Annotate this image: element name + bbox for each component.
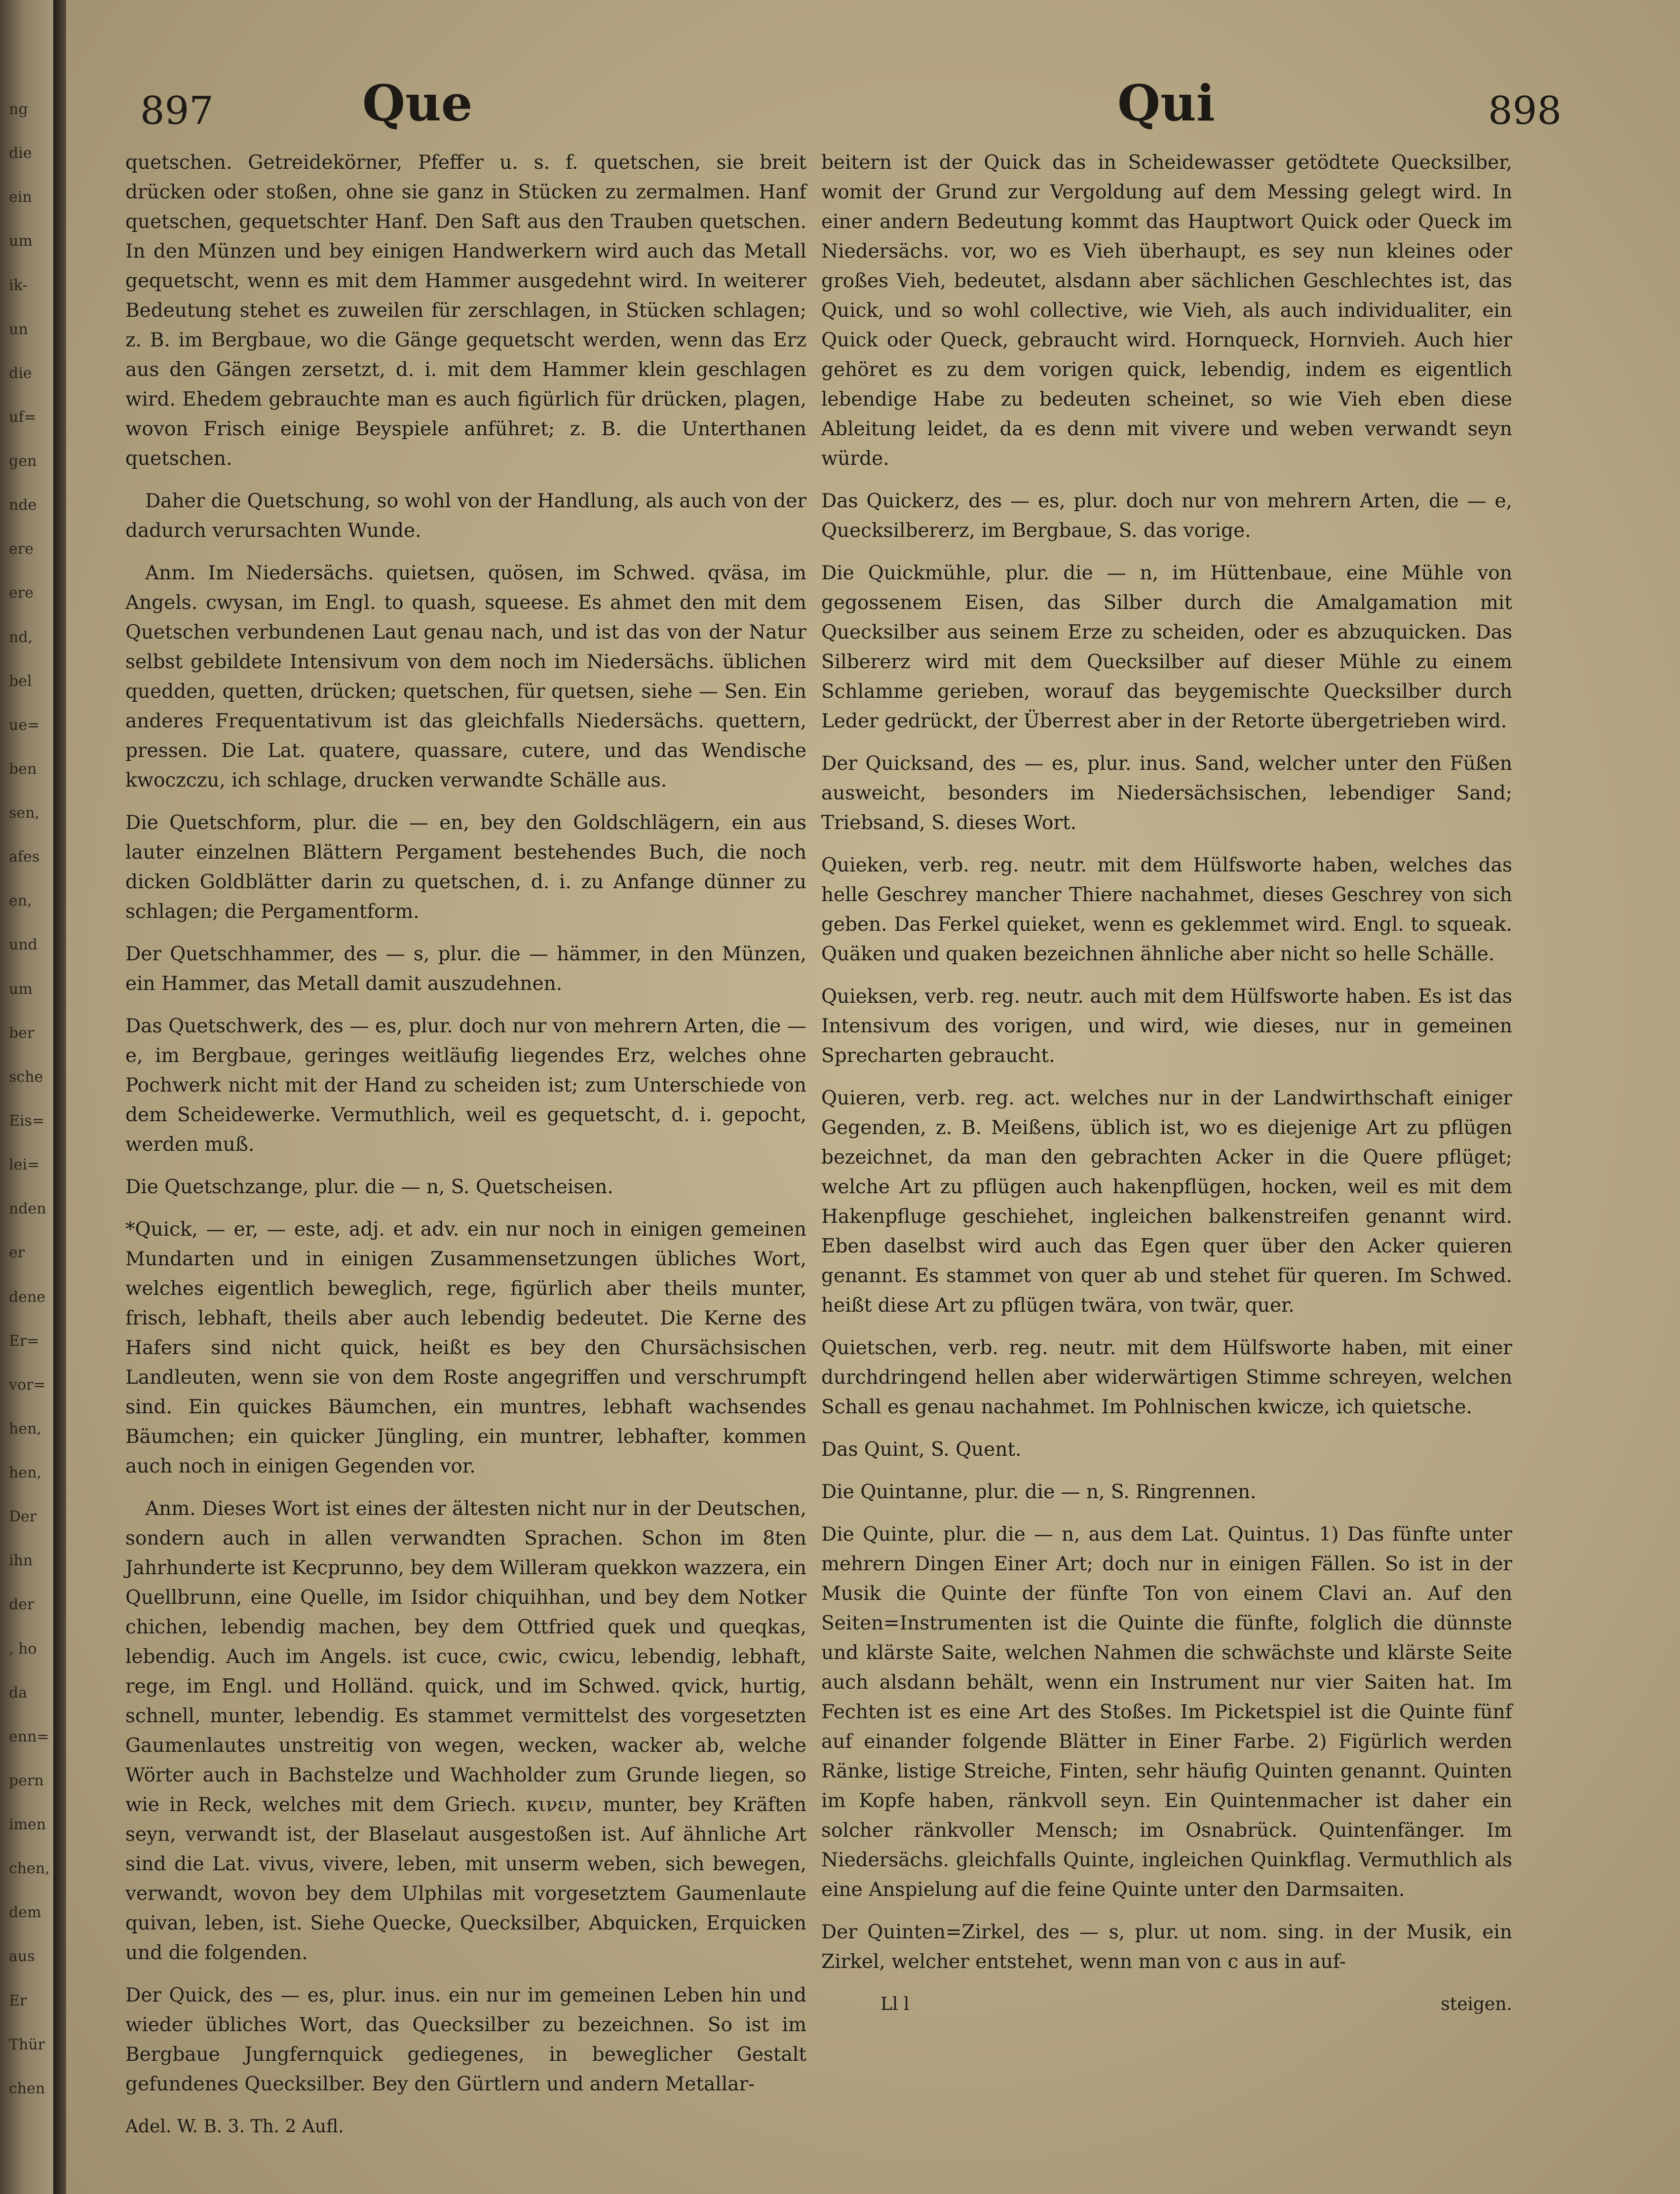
previous-page-fragment: ber (9, 1024, 35, 1042)
entry-paragraph: Der Quetschhammer, des — s, plur. die — hämmer, in den Münzen, ein Hammer, das Metall damit auszudehnen. (125, 943, 806, 995)
entry-paragraph: Das Quint, S. Quent. (821, 1438, 1022, 1461)
right-column (821, 148, 1512, 2019)
previous-page-fragment: pern (9, 1772, 44, 1789)
previous-page-fragment: um (9, 232, 33, 250)
entry-paragraph: quetschen. Getreidekörner, Pfeffer u. s. f. quetschen, sie breit drücken oder stoßen, ohne sie ganz in Stücken zu zermalmen. Hanf quetschen, gequetschter Hanf. Den Saft aus den Trauben quetschen. In den Münzen und bey einigen Handwerkern wird auch das Metall gequetscht, wenn es mit dem Hammer ausgedehnt wird. In weiterer Bedeutung stehet es zuweilen für zerschlagen, in Stücken schlagen; z. B. im Bergbaue, wo die Gänge gequetscht werden, wenn das Erz aus den Gängen zersetzt, d. i. mit dem Hammer klein geschlagen wird. Ehedem gebrauchte man es auch figürlich für drücken, plagen, wovon Frisch einige Beyspiele anführet; z. B. die Unterthanen quetschen. (125, 151, 806, 470)
previous-page-edge (0, 0, 54, 2194)
previous-page-fragment: Er (9, 1992, 27, 2009)
previous-page-fragment: chen, (9, 1860, 50, 1878)
entry-paragraph: Die Quickmühle, plur. die — n, im Hüttenbaue, eine Mühle von gegossenem Eisen, das Silber durch die Amalgamation mit Quecksilber aus seinem Erze zu scheiden, oder es abzuquicken. Das Silbererz wird mit dem Quecksilber auf dieser Mühle zu einem Schlamme gerieben, worauf das beygemischte Quecksilber durch Leder gedrückt, der Überrest aber in der Retorte übergetrieben wird. (821, 562, 1512, 732)
signature-text: Adel. W. B. 3. Th. 2 Aufl. (125, 2117, 344, 2137)
right-catchword-header: Qui (1117, 74, 1215, 132)
entry-paragraph: Quieksen, verb. reg. neutr. auch mit dem Hülfsworte haben. Es ist das Intensivum des vorigen, und wird, wie dieses, nur in gemeinen Sprecharten gebraucht. (821, 985, 1512, 1067)
previous-page-fragment: aus (9, 1948, 35, 1966)
catchword: steigen. (1441, 1994, 1512, 2014)
previous-page-fragment: er (9, 1244, 25, 1262)
previous-page-fragment: sche (9, 1068, 43, 1086)
previous-page-fragment: ein (9, 189, 32, 206)
previous-page-fragment: Er= (9, 1332, 39, 1350)
previous-page-fragment: ik- (9, 276, 28, 294)
previous-page-fragment: ere (9, 584, 34, 602)
previous-page-fragment: afes (9, 848, 40, 866)
previous-page-fragment: die (9, 145, 32, 162)
previous-page-fragment: vor= (9, 1376, 46, 1394)
previous-page-fragment: der (9, 1596, 35, 1614)
previous-page-fragment: nd, (9, 628, 33, 646)
previous-page-fragment: um (9, 980, 33, 998)
right-signature-line (821, 1990, 1512, 2019)
previous-page-fragment: nde (9, 496, 37, 514)
entry-paragraph: Die Quinte, plur. die — n, aus dem Lat. Quintus. 1) Das fünfte unter mehrern Dingen Einer Art; doch nur in einigen Fällen. So ist in der Musik die Quinte der fünfte Ton von einem Clavi an. Auf den Seiten=Instrumenten ist die Quinte die fünfte, folglich die dünnste und klärste Saite, welchen Nahmen die schwächste und klärste Seite auch alsdann behält, wenn ein Instrument nur vier Saiten hat. Im Fechten ist es eine Art des Stoßes. Im Picketspiel ist die Quinte fünf auf einander folgende Blätter in Einer Farbe. 2) Figürlich werden Ränke, listige Streiche, Finten, sehr häufig Quinten genannt. Quinten im Kopfe haben, ränkvoll seyn. Ein Quintenmacher ist daher ein solcher ränkvoller Mensch; im Osnabrück. Quintenfänger. Im Niedersächs. gleichfalls Quinte, ingleichen Quinkflag. Vermuthlich als eine Anspielung auf die feine Quinte unter den Darmsaiten. (821, 1523, 1512, 1901)
previous-page-fragment: und (9, 936, 38, 954)
entry-paragraph: Der Quicksand, des — es, plur. inus. Sand, welcher unter den Füßen ausweicht, besonders im Niedersächsischen, lebendiger Sand; Triebsand, S. dieses Wort. (821, 753, 1512, 834)
entry-paragraph: Quietschen, verb. reg. neutr. mit dem Hülfsworte haben, mit einer durchdringend hellen aber widerwärtigen Stimme schreyen, welchen Schall es genau nachahmet. Im Pohlnischen kwicze, ich quietsche. (821, 1337, 1512, 1418)
book-page (66, 0, 1680, 2194)
entry-paragraph: Das Quetschwerk, des — es, plur. doch nur von mehrern Arten, die — e, im Bergbaue, geringes weitläufig liegendes Erz, welches ohne Pochwerk nicht mit der Hand zu scheiden ist; zum Unterschiede von dem Scheidewerke. Vermuthlich, weil es gequetscht, d. i. gepocht, werden muß. (125, 1015, 806, 1156)
left-column (125, 148, 806, 2142)
left-signature-line (125, 2112, 806, 2142)
previous-page-fragment: die (9, 364, 32, 382)
entry-paragraph: Der Quick, des — es, plur. inus. ein nur im gemeinen Leben hin und wieder übliches Wort, das Quecksilber zu bezeichnen. So ist im Bergbaue Jungfernquick gediegenes, in beweglicher Gestalt gefundenes Quecksilber. Bey den Gürtlern und andern Metallar- (125, 1984, 806, 2095)
previous-page-fragment: bel (9, 672, 32, 690)
left-catchword-header: Que (362, 74, 473, 132)
previous-page-fragment: da (9, 1684, 28, 1702)
entry-paragraph: Das Quickerz, des — es, plur. doch nur von mehrern Arten, die — e, Quecksilbererz, im Bergbaue, S. das vorige. (821, 490, 1512, 542)
book-spine (53, 0, 66, 2194)
previous-page-fragment: nden (9, 1200, 46, 1218)
previous-page-fragment: ere (9, 540, 34, 558)
entry-paragraph: Die Quetschzange, plur. die — n, S. Quetscheisen. (125, 1176, 613, 1198)
previous-page-fragment: hen, (9, 1420, 41, 1437)
previous-page-fragment: hen, (9, 1464, 41, 1482)
entry-paragraph: Quieken, verb. reg. neutr. mit dem Hülfsworte haben, welches das helle Geschrey mancher Thiere nachahmet, dieses Geschrey von sich geben. Das Ferkel quieket, wenn es geklemmet wird. Engl. to squeak. Quäken und quaken bezeichnen ähnliche aber nicht so helle Schälle. (821, 854, 1512, 965)
entry-paragraph: Die Quintanne, plur. die — n, S. Ringrennen. (821, 1481, 1257, 1503)
previous-page-fragment: dem (9, 1904, 41, 1922)
entry-paragraph: Anm. Dieses Wort ist eines der ältesten nicht nur in der Deutschen, sondern auch in allen verwandten Sprachen. Schon im 8ten Jahrhunderte ist Kecprunno, bey dem Willeram quekkon wazzera, ein Quellbrunn, eine Quelle, im Isidor chiquihhan, und bey dem Notker chichen, lebendig machen, bey dem Ottfried quek und queqkas, lebendig. Auch im Angels. ist cuce, cwic, cwicu, lebendig, lebhaft, rege, im Engl. und Holländ. quick, und im Schwed. qvick, hurtig, schnell, munter, lebendig. Es stammet vermittelst des vorgesetzten Gaumenlautes unstreitig von wegen, wecken, wacker ab, welche Wörter auch in Bachstelze und Wachholder zum Grunde liegen, so wie in Reck, welches mit dem Griech. κινειν, munter, bey Kräften seyn, verwandt ist, der Blaselaut ausgestoßen ist. Auf ähnliche Art sind die Lat. vivus, vivere, leben, mit unserm weben, sich bewegen, verwandt, wovon bey dem Ulphilas mit vorgesetztem Gaumenlaute quivan, leben, ist. Siehe Quecke, Quecksilber, Abquicken, Erquicken und die folgenden. (125, 1498, 806, 1964)
entry-paragraph: Der Quinten=Zirkel, des — s, plur. ut nom. sing. in der Musik, ein Zirkel, welcher entstehet, wenn man von c aus in auf- (821, 1921, 1512, 1973)
entry-paragraph: beitern ist der Quick das in Scheidewasser getödtete Quecksilber, womit der Grund zur Vergoldung auf dem Messing gelegt wird. In einer andern Bedeutung kommt das Hauptwort Quick oder Queck im Niedersächs. vor, wo es Vieh überhaupt, es sey nun kleines oder großes Vieh, bedeutet, alsdann aber sächlichen Geschlechtes ist, das Quick, und so wohl collective, wie Vieh, als auch individualiter, ein Quick oder Queck, gebraucht wird. Hornqueck, Hornvieh. Auch hier gehöret es zu dem vorigen quick, lebendig, indem es eigentlich lebendige Habe zu bedeuten scheinet, so wie Vieh eben diese Ableitung leidet, da es denn mit vivere und weben verwandt seyn würde. (821, 151, 1512, 470)
previous-page-fragment: chen (9, 2080, 45, 2097)
right-page-number: 898 (1488, 89, 1562, 133)
previous-page-fragment: en, (9, 892, 32, 910)
entry-paragraph: Quieren, verb. reg. act. welches nur in der Landwirthschaft einiger Gegenden, z. B. Meißens, üblich ist, wo es diejenige Art zu pflügen bezeichnet, da man den gebrachten Acker in die Quere pflüget; welche Art zu pflügen auch hakenpflügen, hocken, weil es mit dem Hakenpfluge geschiehet, ingleichen balkenstreifen genannt wird. Eben daselbst wird auch das Egen quer über den Acker quieren genannt. Es stammet von quer ab und stehet für queren. Im Schwed. heißt diese Art zu pflügen twära, von twär, quer. (821, 1087, 1512, 1317)
previous-page-fragment: , ho (9, 1640, 37, 1658)
entry-paragraph: Die Quetschform, plur. die — en, bey den Goldschlägern, ein aus lauter einzelnen Blättern Pergament bestehendes Buch, die noch dicken Goldblätter darin zu quetschen, d. i. zu Anfange dünner zu schlagen; die Pergamentform. (125, 812, 806, 923)
entry-paragraph: Anm. Im Niedersächs. quietsen, quösen, im Schwed. qväsa, im Angels. cwysan, im Engl. to quash, squeese. Es ahmet den mit dem Quetschen verbundenen Laut genau nach, und ist das von der Natur selbst gebildete Intensivum von dem noch im Niedersächs. üblichen quedden, quetten, drücken; quetschen, für quetsen, siehe — Sen. Ein anderes Frequentativum ist das gleichfalls Niedersächs. quettern, pressen. Die Lat. quatere, quassare, cutere, und das Wendische kwoczczu, ich schlage, drucken verwandte Schälle aus. (125, 562, 806, 792)
previous-page-fragment: imen (9, 1816, 46, 1834)
previous-page-fragment: enn= (9, 1728, 49, 1745)
previous-page-fragment: ng (9, 101, 28, 118)
previous-page-fragment: Eis= (9, 1112, 45, 1130)
left-page-number: 897 (140, 89, 214, 133)
previous-page-fragment: gen (9, 453, 37, 470)
previous-page-fragment: Thür (9, 2036, 45, 2053)
previous-page-fragment: dene (9, 1288, 46, 1306)
previous-page-fragment: sen, (9, 804, 40, 822)
entry-paragraph: Daher die Quetschung, so wohl von der Handlung, als auch von der dadurch verursachten Wunde. (125, 490, 806, 542)
previous-page-fragment: uf= (9, 408, 37, 426)
previous-page-fragment: ihn (9, 1552, 33, 1570)
previous-page-fragment: ue= (9, 716, 40, 734)
previous-page-fragment: un (9, 320, 28, 338)
previous-page-fragment: Der (9, 1508, 37, 1526)
signature-mark: Ll l (880, 1994, 910, 2014)
previous-page-fragment: ben (9, 760, 37, 778)
entry-paragraph: *Quick, — er, — este, adj. et adv. ein nur noch in einigen gemeinen Mundarten und in einigen Zusammensetzungen übliches Wort, welches eigentlich beweglich, rege, figürlich aber theils munter, frisch, lebhaft, theils aber auch lebendig bedeutet. Die Kerne des Hafers sind nicht quick, heißt es bey den Chursächsischen Landleuten, wenn sie von dem Roste angegriffen und verschrumpft sind. Ein quickes Bäumchen, ein muntres, lebhaft wachsendes Bäumchen; ein quicker Jüngling, ein muntrer, lebhafter, kommen auch noch in einigen Gegenden vor. (125, 1218, 806, 1477)
previous-page-fragment: lei= (9, 1156, 40, 1174)
